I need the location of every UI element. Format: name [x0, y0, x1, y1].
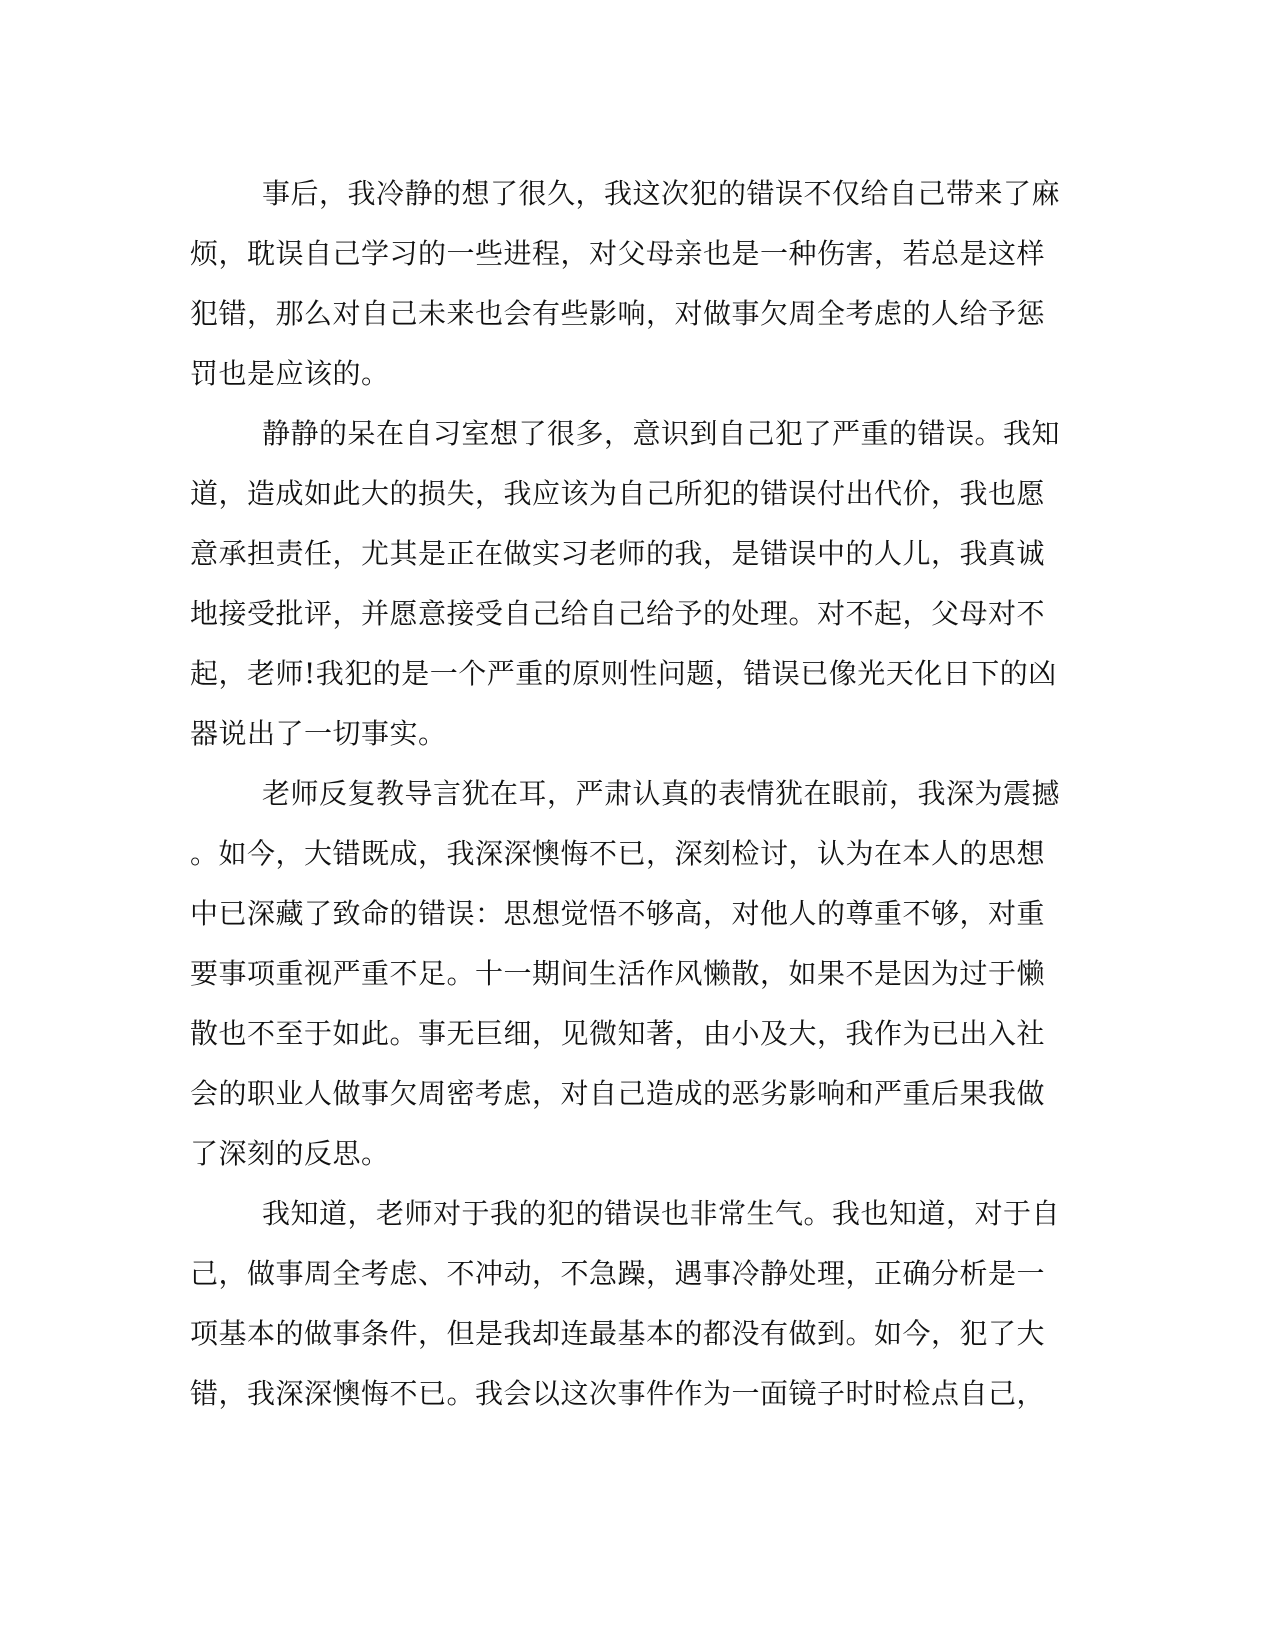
- paragraph-1: [190, 164, 1070, 404]
- text-line: 要事项重视严重不足。十一期间生活作风懒散，如果不是因为过于懒: [190, 957, 1046, 990]
- text-line: 道，造成如此大的损失，我应该为自己所犯的错误付出代价，我也愿: [190, 477, 1046, 510]
- text-line: 我知道，老师对于我的犯的错误也非常生气。我也知道，对于自: [262, 1197, 1061, 1230]
- paragraph-4: [190, 1184, 1070, 1424]
- text-line: 项基本的做事条件，但是我却连最基本的都没有做到。如今，犯了大: [190, 1317, 1046, 1350]
- text-line: 罚也是应该的。: [190, 357, 390, 390]
- text-line: 起，老师!我犯的是一个严重的原则性问题，错误已像光天化日下的凶: [190, 657, 1057, 690]
- text-line: 事后，我冷静的想了很久，我这次犯的错误不仅给自己带来了麻: [262, 177, 1061, 210]
- text-line: 。如今，大错既成，我深深懊悔不已，深刻检讨，认为在本人的思想: [190, 837, 1046, 870]
- text-line: 器说出了一切事实。: [190, 717, 447, 750]
- paragraph-2: [190, 404, 1070, 764]
- text-line: 中已深藏了致命的错误：思想觉悟不够高，对他人的尊重不够，对重: [190, 897, 1046, 930]
- text-line: 静静的呆在自习室想了很多，意识到自己犯了严重的错误。我知: [262, 417, 1061, 450]
- text-line: 地接受批评，并愿意接受自己给自己给予的处理。对不起，父母对不: [190, 597, 1046, 630]
- paragraph-3: [190, 764, 1070, 1184]
- text-line: 会的职业人做事欠周密考虑，对自己造成的恶劣影响和严重后果我做: [190, 1077, 1046, 1110]
- text-line: 烦，耽误自己学习的一些进程，对父母亲也是一种伤害，若总是这样: [190, 237, 1046, 270]
- text-line: 了深刻的反思。: [190, 1137, 390, 1170]
- text-line: 己，做事周全考虑、不冲动，不急躁，遇事冷静处理，正确分析是一: [190, 1257, 1046, 1290]
- text-line: 犯错，那么对自己未来也会有些影响，对做事欠周全考虑的人给予惩: [190, 297, 1046, 330]
- text-line: 老师反复教导言犹在耳，严肃认真的表情犹在眼前，我深为震撼: [262, 777, 1061, 810]
- text-line: 错，我深深懊悔不已。我会以这次事件作为一面镜子时时检点自己，: [190, 1377, 1046, 1410]
- text-line: 意承担责任，尤其是正在做实习老师的我，是错误中的人儿，我真诚: [190, 537, 1046, 570]
- document-body: [190, 164, 1070, 1424]
- text-line: 散也不至于如此。事无巨细，见微知著，由小及大，我作为已出入社: [190, 1017, 1046, 1050]
